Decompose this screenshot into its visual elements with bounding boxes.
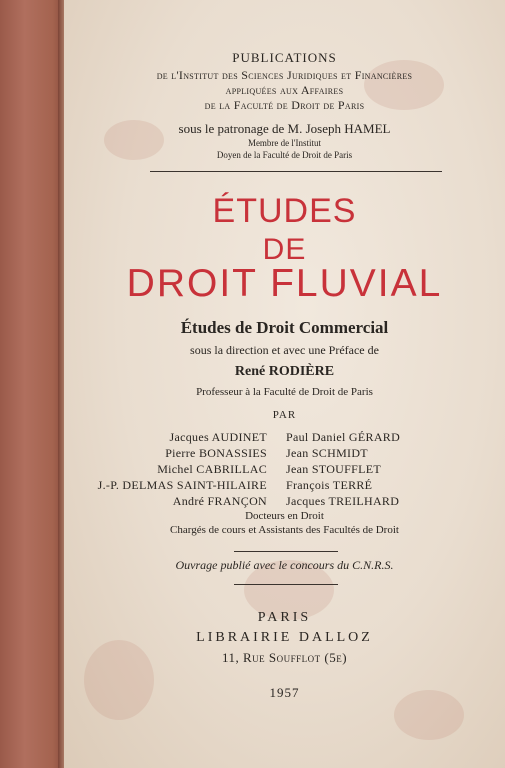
title-line-3: DROIT FLUVIAL — [126, 262, 443, 305]
author-right: Jean STOUFFLET — [286, 462, 381, 476]
subtitle-main: Études de Droit Commercial — [180, 318, 389, 337]
title-line-1: ÉTUDES — [212, 192, 357, 230]
book-spine — [0, 0, 62, 768]
patronage-line: sous le patronage de M. Joseph HAMEL — [178, 121, 391, 136]
publisher-city: PARIS — [257, 610, 312, 625]
subtitle-direction: sous la direction et avec une Préface de — [190, 343, 379, 357]
applied-line: appliquées aux Affaires — [225, 83, 344, 97]
director-role: Professeur à la Faculté de Droit de Paris — [196, 386, 373, 398]
author-left: André FRANÇON — [172, 494, 267, 508]
par-label: PAR — [272, 409, 297, 421]
author-left: Jacques AUDINET — [169, 430, 267, 444]
doctors-line: Docteurs en Droit — [245, 510, 324, 522]
author-left: Michel CABRILLAC — [157, 462, 267, 476]
dean-line: Doyen de la Faculté de Droit de Paris — [216, 150, 353, 160]
cover-text — [64, 0, 505, 768]
author-left: J.-P. DELMAS SAINT-HILAIRE — [97, 478, 267, 492]
author-right: Jacques TREILHARD — [286, 494, 400, 508]
publisher-name: LIBRAIRIE DALLOZ — [196, 630, 373, 645]
author-right: Jean SCHMIDT — [286, 446, 368, 460]
author-right: Paul Daniel GÉRARD — [286, 430, 401, 444]
header-divider — [150, 171, 442, 172]
director-name: René RODIÈRE — [234, 364, 335, 379]
author-right: François TERRÉ — [286, 478, 373, 492]
publications-heading: PUBLICATIONS — [232, 50, 337, 65]
lecturers-line: Chargés de cours et Assistants des Facultés de Droit — [170, 524, 399, 536]
cnrs-line: Ouvrage publié avec le concours du C.N.R.S. — [175, 558, 394, 572]
institute-line: de l'Institut des Sciences Juridiques et Financières — [156, 68, 413, 82]
publication-year: 1957 — [269, 685, 300, 700]
author-left: Pierre BONASSIES — [165, 446, 267, 460]
member-line: Membre de l'Institut — [247, 138, 322, 148]
faculty-line: de la Faculté de Droit de Paris — [204, 98, 365, 112]
title-line-2: DE — [262, 233, 307, 266]
publisher-address: 11, Rue Soufflot (5e) — [221, 650, 348, 665]
